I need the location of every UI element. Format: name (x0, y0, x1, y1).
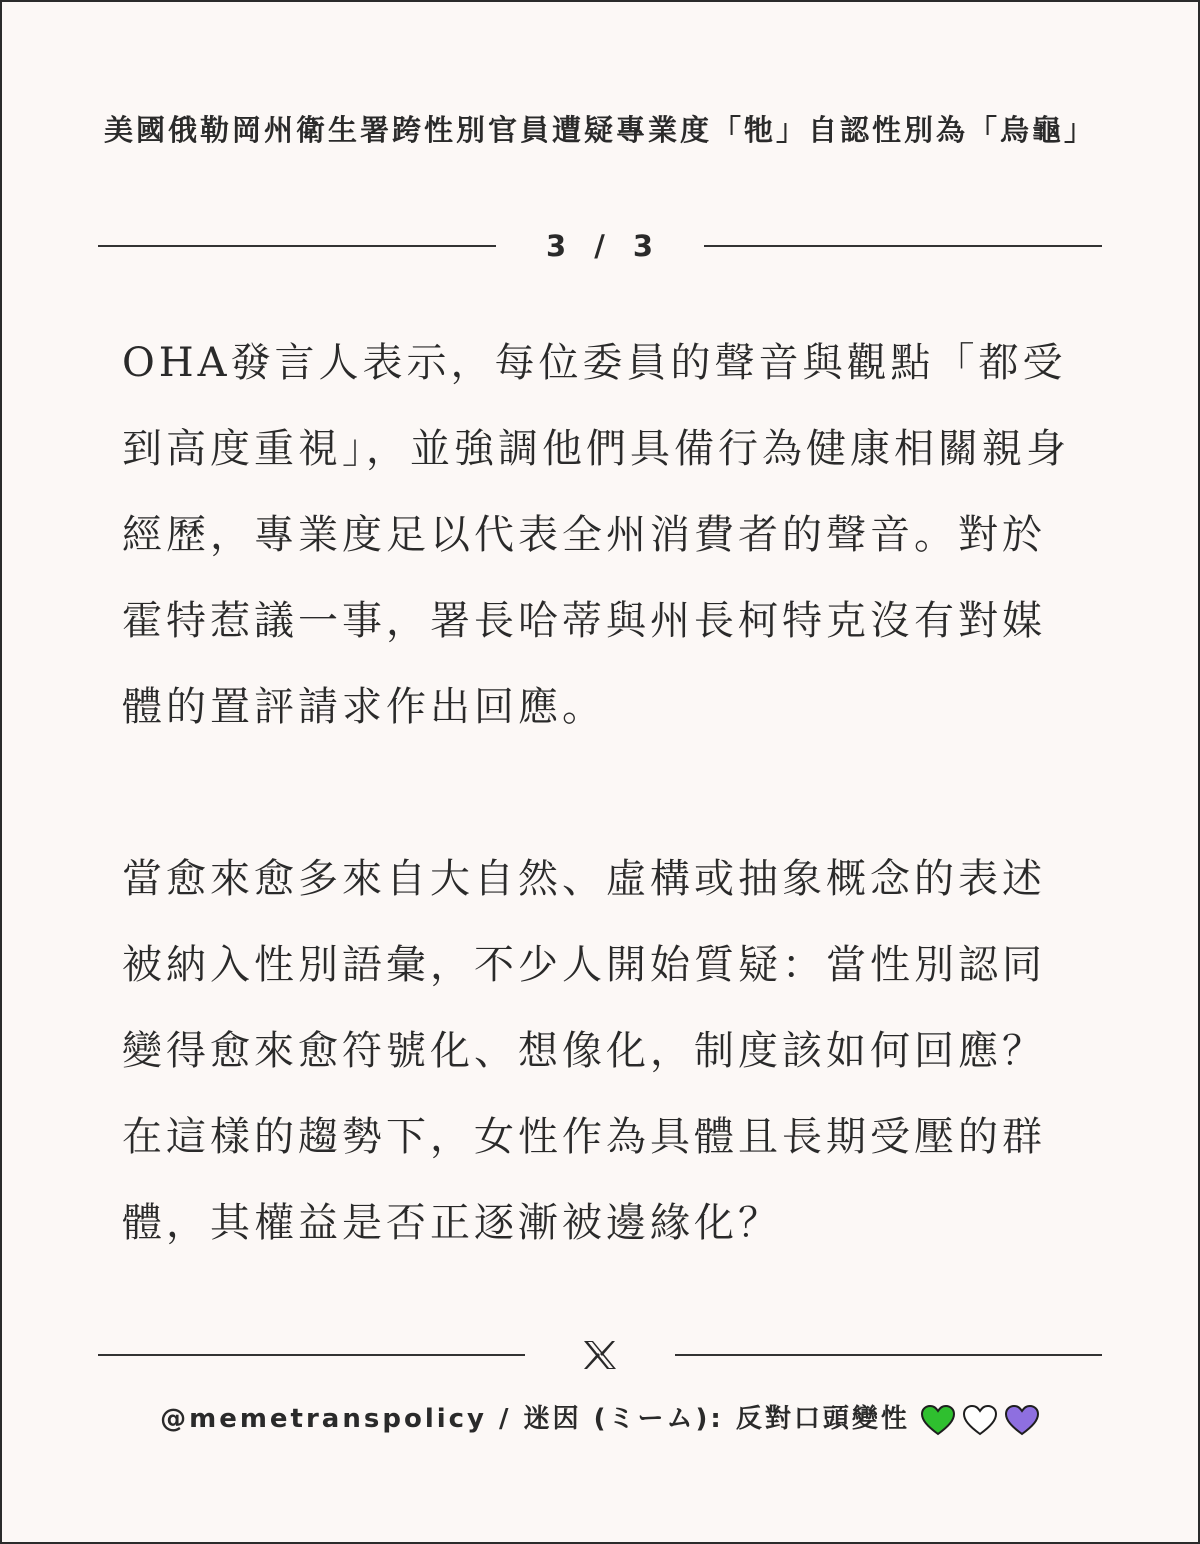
paragraph-1-acronym: OHA (122, 340, 231, 386)
x-logo-icon (583, 1340, 617, 1370)
purple-heart-icon (1004, 1404, 1040, 1436)
paragraph-2: 當愈來愈多來自大自然、虛構或抽象概念的表述被納入性別語彙，不少人開始質疑：當性別認同變得愈來愈符號化、想像化，制度該如何回應？在這樣的趨勢下，女性作為具體且長期受壓的群體，其權益是否正逐漸被邊緣化？ (122, 856, 1046, 1246)
paragraph-1 (122, 320, 1078, 750)
heart-group (914, 1398, 1040, 1442)
credit-text: @memetranspolicy / 迷因 (ミーム): 反對口頭變性 (160, 1404, 910, 1434)
footer-line-left (98, 1354, 525, 1356)
green-heart-icon (920, 1404, 956, 1436)
footer-line-right (675, 1354, 1102, 1356)
footer-credit (100, 1397, 1100, 1442)
divider-line-left (98, 245, 496, 247)
header-divider (98, 231, 1102, 261)
paragraph-1-text: 發言人表示，每位委員的聲音與觀點「都受到高度重視」，並強調他們具備行為健康相關親身經歷，專業度足以代表全州消費者的聲音。對於霍特惹議一事，署長哈蒂與州長柯特克沒有對媒體的置評請求作出回應。 (122, 340, 1070, 730)
footer-divider (98, 1340, 1102, 1370)
article-body (122, 320, 1078, 1266)
divider-line-right (704, 245, 1102, 247)
page-title: 美國俄勒岡州衛生署跨性別官員遭疑專業度「牠」自認性別為「烏龜」 (103, 113, 1096, 147)
page-indicator: 3 / 3 (545, 229, 663, 263)
white-heart-icon (962, 1404, 998, 1436)
